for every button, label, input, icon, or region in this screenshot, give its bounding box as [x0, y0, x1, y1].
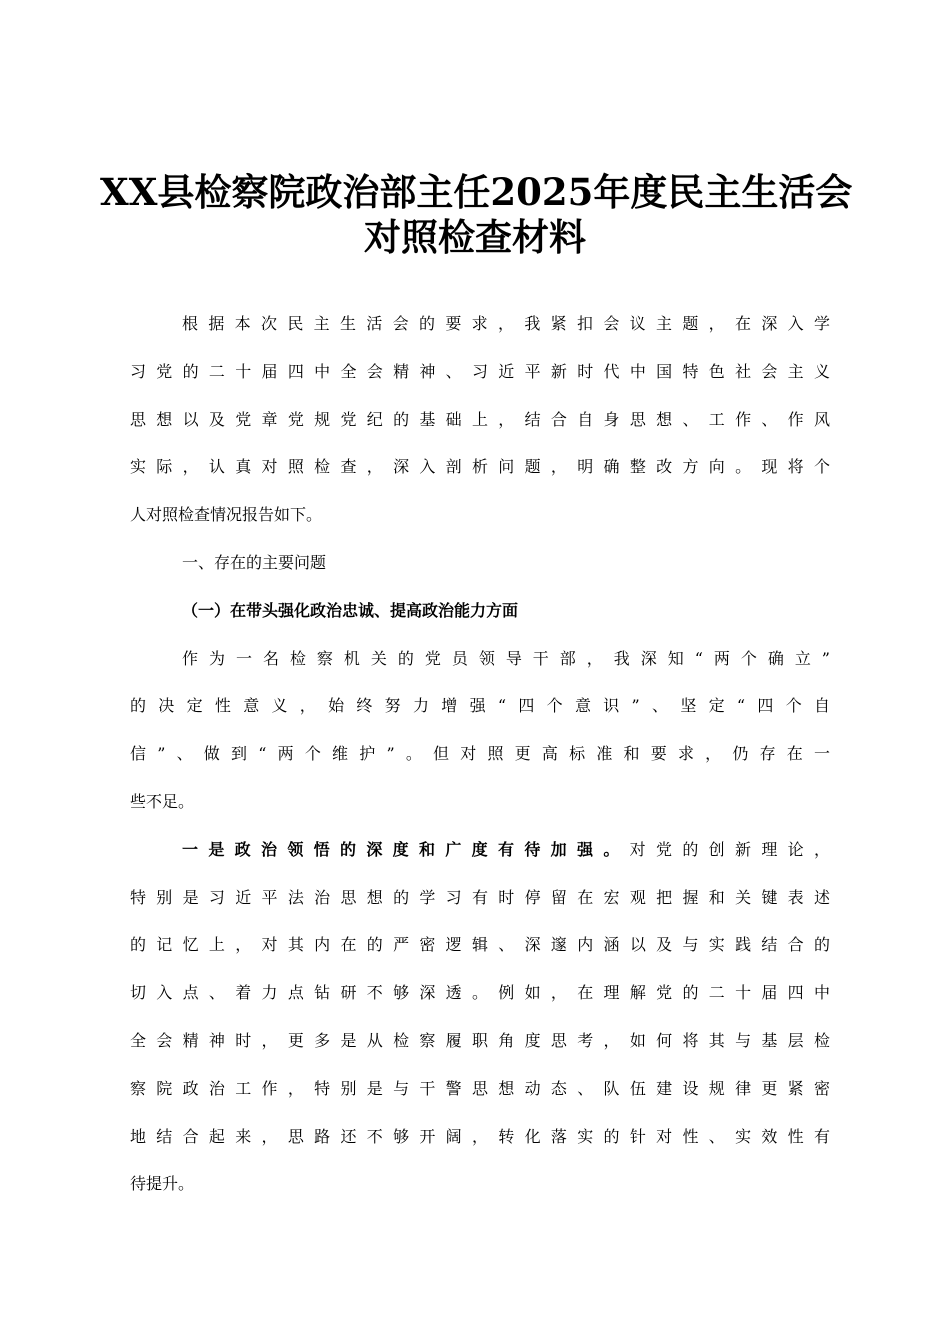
intro-line: 根据本次民主生活会的要求，我紧扣会议主题，在深入学	[182, 314, 830, 333]
point1-line: 待提升。	[130, 1174, 195, 1194]
point1-line: 全会精神时，更多是从检察履职角度思考，如何将其与基层检	[130, 1030, 830, 1050]
section1-block	[130, 550, 830, 634]
point1-line: 切入点、着力点钻研不够深透。例如，在理解党的二十届四中	[130, 983, 830, 1003]
point1-lead: 一是政治领悟的深度和广度有待加强。	[182, 839, 630, 859]
point1-first-rest: 对党的创新理论，	[629, 839, 830, 859]
intro-line: 习党的二十届四中全会精神、习近平新时代中国特色社会主义	[130, 361, 830, 381]
subsection1-line: 的决定性意义，始终努力增强“四个意识”、坚定“四个自	[130, 696, 830, 716]
subsection1-line: 些不足。	[130, 791, 195, 811]
point1-line: 地结合起来，思路还不够开阔，转化落实的针对性、实效性有	[130, 1126, 830, 1146]
intro-line: 实际，认真对照检查，深入剖析问题，明确整改方向。现将个	[130, 457, 830, 477]
intro-line: 思想以及党章党规党纪的基础上，结合自身思想、工作、作风	[130, 409, 830, 429]
intro-paragraph	[130, 311, 830, 538]
subsection1-heading: （一）在带头强化政治忠诚、提高政治能力方面	[182, 600, 519, 620]
document-title-line1: XX县检察院政治部主任2025年度民主生活会	[100, 170, 853, 214]
document-body	[130, 311, 830, 1219]
intro-line: 人对照检查情况报告如下。	[130, 505, 323, 525]
section1-heading: 一、存在的主要问题	[182, 552, 327, 572]
point1-line: 特别是习近平法治思想的学习有时停留在宏观把握和关键表述	[130, 887, 830, 907]
subsection1-line: 信”、做到“两个维护”。但对照更高标准和要求，仍存在一	[130, 744, 830, 764]
point1-first-line	[130, 837, 830, 873]
point1-line: 的记忆上，对其内在的严密逻辑、深邃内涵以及与实践结合的	[130, 935, 830, 955]
point1-paragraph	[130, 837, 830, 1208]
subsection1-line: 作为一名检察机关的党员领导干部，我深知“两个确立”	[182, 648, 830, 668]
point1-line: 察院政治工作，特别是与干警思想动态、队伍建设规律更紧密	[130, 1078, 830, 1098]
document-title-line2: 对照检查材料	[364, 215, 586, 259]
subsection1-paragraph	[130, 646, 830, 825]
